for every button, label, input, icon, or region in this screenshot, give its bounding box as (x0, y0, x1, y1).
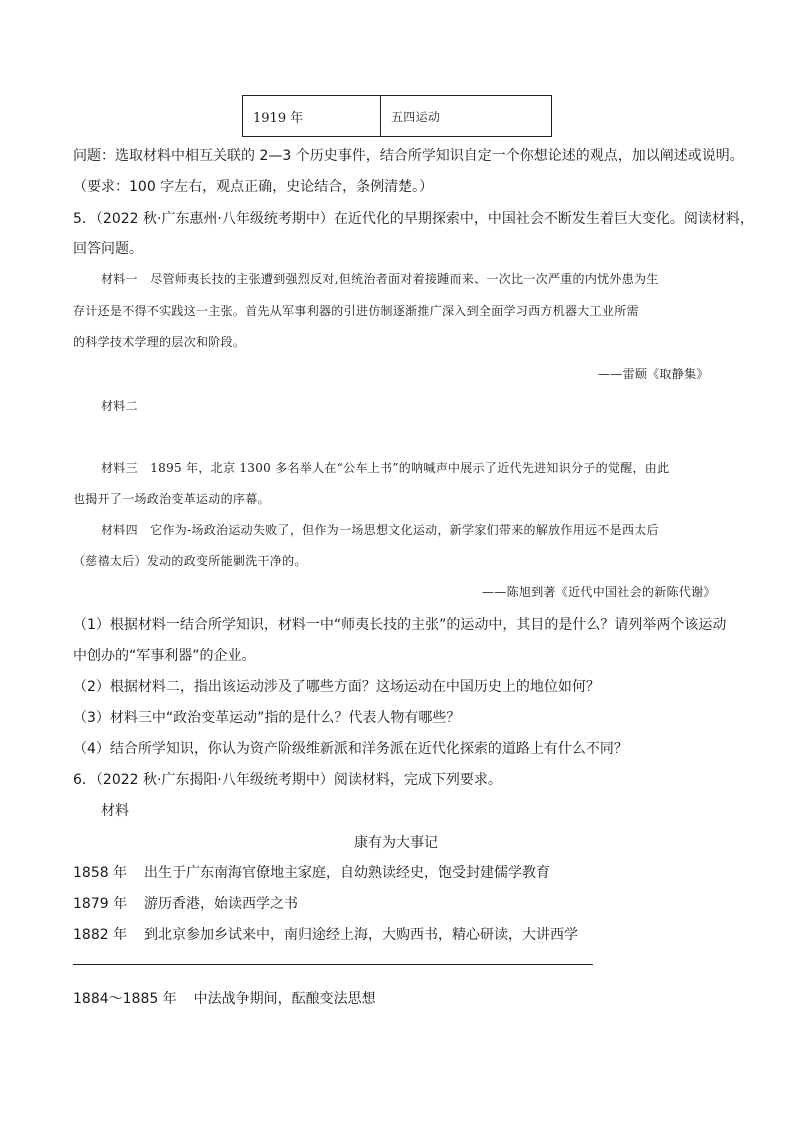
material-4-source: ——陈旭到著《近代中国社会的新陈代谢》 (482, 585, 716, 599)
timeline-year: 1882 年 (73, 927, 128, 943)
q5-stem-line1: 5．（2022 秋·广东惠州·八年级统考期中）在近代化的早期探索中，中国社会不断发生着巨大变化。阅读材料， (73, 211, 754, 227)
timeline-row (73, 862, 550, 882)
q5-sub1-line2: 中创办的“军事利器”的企业。 (73, 648, 256, 664)
timeline-row (73, 988, 376, 1008)
q5-sub3: （3）材料三中“政治变革运动”指的是什么？代表人物有哪些？ (73, 710, 461, 726)
divider-rule (73, 964, 593, 965)
timeline-text: 出生于广东南海官僚地主家庭，自幼熟读经史，饱受封建儒学教育 (144, 865, 550, 881)
material-4-line2: （慈禧太后）发动的政变所能剿洗干净的。 (73, 554, 307, 568)
q5-sub1-line1: （1）根据材料一结合所学知识，材料一中“师夷长技的主张”的运动中，其目的是什么？请列举两个该运动 (73, 617, 727, 633)
table-cell-event: 五四运动 (391, 109, 441, 124)
timeline-year: 1879 年 (73, 896, 128, 912)
material-2-label: 材料二 (101, 399, 138, 413)
material-4-line1: 材料四 它作为-场政治运动失败了，但作为一场思想文化运动，新学家们带来的解放作用远不是西太后 (101, 523, 659, 537)
q5-sub2: （2）根据材料二，指出该运动涉及了哪些方面？这场运动在中国历史上的地位如何？ (73, 679, 600, 695)
material-3-line1: 材料三 1895 年，北京 1300 多名举人在“公车上书”的呐喊声中展示了近代先进知识分子的觉醒，由此 (101, 461, 670, 475)
table-cell-year: 1919 年 (243, 96, 381, 136)
material-1-line2: 存计还是不得不实践这一主张。首先从军事利器的引进仿制逐渐推广深入到全面学习西方机器大工业所需 (73, 304, 639, 318)
material-1-line1: 材料一 尽管师夷长技的主张遭到强烈反对,但统治者面对着接踵而来、一次比一次严重的内忧外患为生 (101, 272, 659, 286)
timeline-row (73, 924, 578, 944)
timeline-year: 1884～1885 年 (73, 991, 177, 1007)
timeline-text: 游历香港，始读西学之书 (144, 896, 298, 912)
event-table-row (242, 95, 552, 137)
q4-question-line1: 问题：选取材料中相互关联的 2—3 个历史事件，结合所学知识自定一个你想论述的观点，加以阐述或说明。 (73, 148, 744, 164)
material-3-line2: 也揭开了一场政治变革运动的序幕。 (73, 492, 270, 506)
material-1-source: ——雷颐《取静集》 (598, 367, 709, 381)
timeline-text: 到北京参加乡试来中，南归途经上海，大购西书，精心研读，大讲西学 (144, 927, 578, 943)
q4-requirement: （要求：100 字左右，观点正确，史论结合，条例清楚。） (73, 179, 434, 195)
material-1-line3: 的科学技术学理的层次和阶段。 (73, 335, 246, 349)
timeline-text: 中法战争期间，酝酿变法思想 (193, 991, 376, 1007)
q6-stem: 6．（2022 秋·广东揭阳·八年级统考期中）阅读材料，完成下列要求。 (73, 772, 502, 788)
q5-stem-line2: 回答问题。 (73, 241, 143, 257)
timeline-row (73, 893, 298, 913)
q6-material-label: 材料 (101, 803, 129, 819)
q5-sub4: （4）结合所学知识，你认为资产阶级维新派和洋务派在近代化探索的道路上有什么不同？ (73, 741, 628, 757)
timeline-year: 1858 年 (73, 865, 128, 881)
q6-title: 康有为大事记 (354, 835, 438, 851)
